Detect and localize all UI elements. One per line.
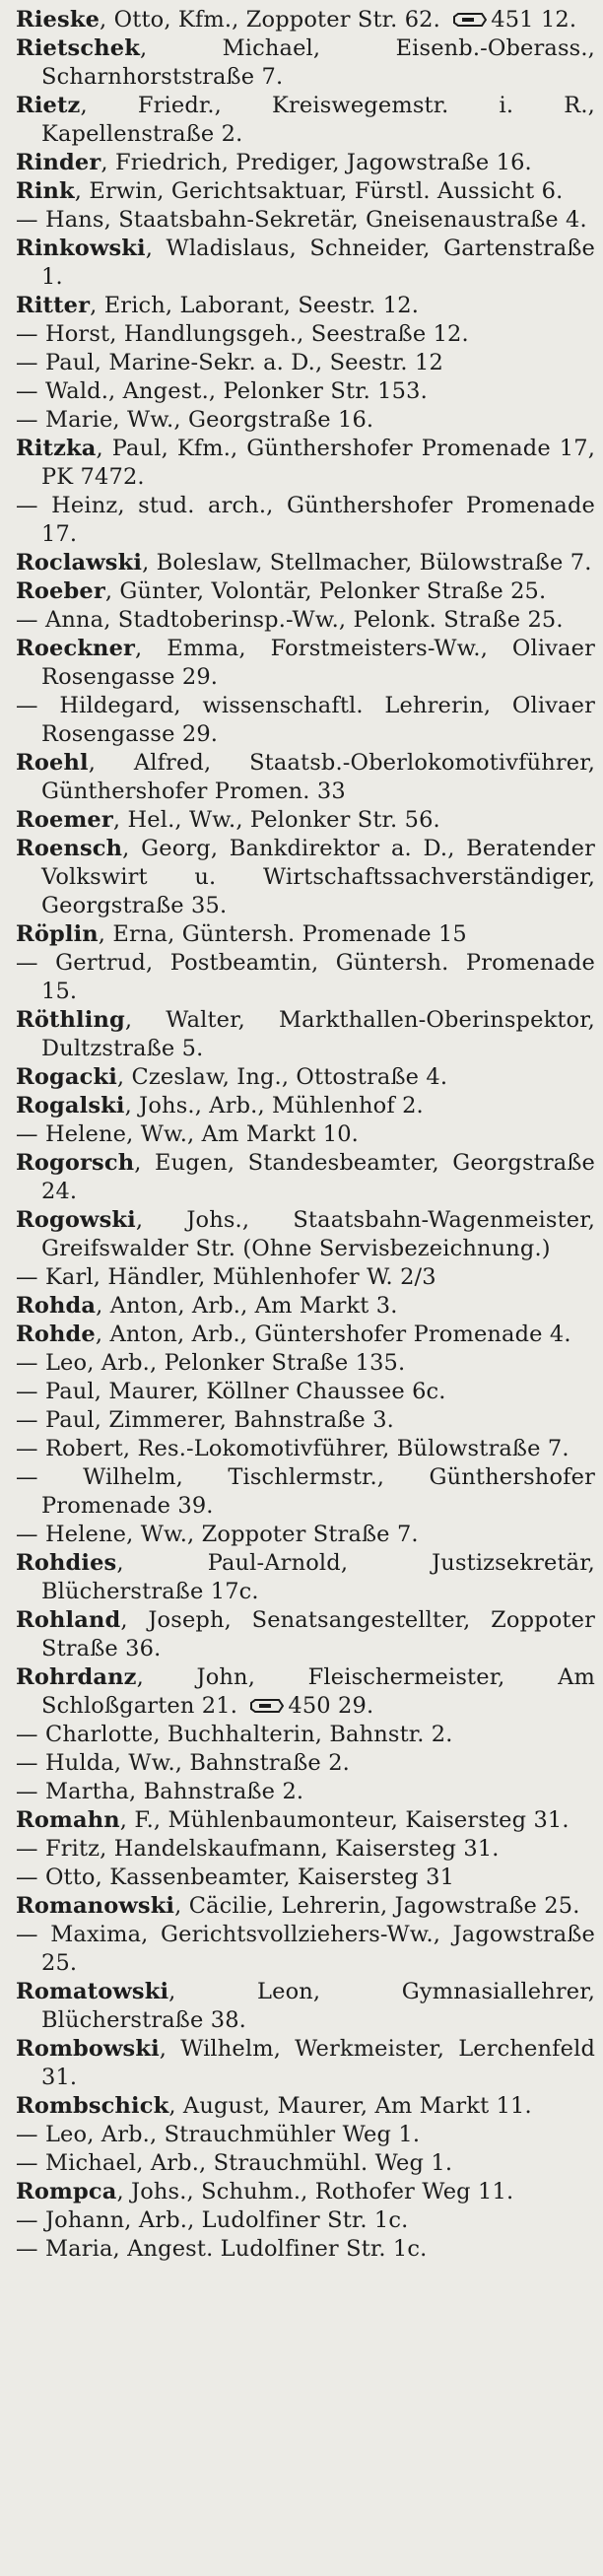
entry-surname: Rietschek — [16, 35, 140, 61]
entry-details: — Horst, Handlungsgeh., Seestraße 12. — [16, 321, 469, 347]
entry-details: — Helene, Ww., Zoppoter Straße 7. — [16, 1522, 419, 1547]
entry-surname: Roemer — [16, 807, 113, 833]
directory-entry — [16, 1378, 595, 1406]
entry-details: — Paul, Maurer, Köllner Chaussee 6c. — [16, 1379, 446, 1404]
directory-entry — [16, 1206, 595, 1263]
entry-details: — Hulda, Ww., Bahnstraße 2. — [16, 1750, 350, 1776]
entry-surname: Romahn — [16, 1807, 120, 1833]
directory-entry — [16, 320, 595, 349]
directory-entry — [16, 2092, 595, 2121]
entry-surname: Rohland — [16, 1607, 121, 1633]
directory-entry — [16, 292, 595, 320]
entry-details: , Wladislaus, Schneider, Gartenstraße 1. — [41, 236, 595, 290]
directory-entry — [16, 692, 595, 749]
entry-surname: Ritter — [16, 293, 91, 318]
entry-details: — Otto, Kassenbeamter, Kaisersteg 31 — [16, 1864, 455, 1890]
entry-details: , Johs., Schuhm., Rothofer Weg 11. — [116, 2179, 514, 2204]
directory-entry — [16, 1321, 595, 1349]
directory-entry — [16, 34, 595, 92]
entry-details: , Wilhelm, Werkmeister, Lerchenfeld 31. — [41, 2036, 595, 2090]
directory-entry — [16, 749, 595, 806]
directory-entry — [16, 1092, 595, 1120]
entry-surname: Ritzka — [16, 436, 97, 461]
directory-entry — [16, 92, 595, 149]
directory-entry — [16, 1606, 595, 1663]
directory-entry — [16, 1521, 595, 1549]
entry-details: , Czeslaw, Ing., Ottostraße 4. — [116, 1064, 448, 1090]
directory-entry — [16, 1892, 595, 1921]
directory-entry — [16, 349, 595, 377]
entry-details: , Joseph, Senatsangestellter, Zoppoter Straße 36. — [41, 1607, 595, 1661]
directory-entry — [16, 1549, 595, 1606]
entry-details: — Leo, Arb., Strauchmühler Weg 1. — [16, 2122, 421, 2147]
entry-surname: Romanowski — [16, 1893, 175, 1919]
entry-surname: Roeckner — [16, 636, 136, 661]
directory-entry — [16, 1120, 595, 1149]
directory-entry — [16, 149, 595, 177]
directory-entry — [16, 2235, 595, 2264]
directory-entry — [16, 1435, 595, 1463]
entry-details: — Wilhelm, Tischlermstr., Günthershofer Promenade 39. — [16, 1464, 595, 1519]
directory-entry — [16, 549, 595, 577]
entry-details: — Wald., Angest., Pelonker Str. 153. — [16, 378, 428, 404]
telephone-icon — [453, 7, 487, 33]
entry-surname: Roensch — [16, 836, 123, 861]
entry-surname: Rogacki — [16, 1064, 117, 1090]
directory-entry — [16, 492, 595, 549]
directory-entry — [16, 377, 595, 406]
directory-entry — [16, 6, 595, 34]
entry-surname: Rohdies — [16, 1550, 117, 1576]
entry-surname: Röplin — [16, 921, 99, 947]
directory-entry — [16, 406, 595, 435]
entry-surname: Rohde — [16, 1322, 96, 1347]
directory-entry — [16, 235, 595, 292]
entry-details: , Erna, Güntersh. Promenade 15 — [98, 921, 467, 947]
entry-details: , Günter, Volontär, Pelonker Straße 25. — [104, 578, 547, 604]
directory-entry — [16, 1921, 595, 1978]
directory-entry — [16, 1806, 595, 1835]
entry-details: — Hildegard, wissenschaftl. Lehrerin, Olivaer Rosengasse 29. — [16, 693, 595, 747]
entry-details: — Michael, Arb., Strauchmühl. Weg 1. — [16, 2150, 453, 2176]
entry-details: , Friedrich, Prediger, Jagowstraße 16. — [100, 150, 532, 175]
entry-details: , Cäcilie, Lehrerin, Jagowstraße 25. — [174, 1893, 580, 1919]
entry-details: , Alfred, Staatsb.-Oberlokomotivführer, Günthershofer Promen. 33 — [41, 750, 595, 804]
directory-entry — [16, 1749, 595, 1778]
entry-details: , Georg, Bankdirektor a. D., Beratender Volkswirt u. Wirtschaftssachverständiger, Georgstraße 35. — [41, 836, 595, 918]
entry-surname: Roclawski — [16, 550, 143, 576]
entry-details: — Helene, Ww., Am Markt 10. — [16, 1121, 359, 1147]
entry-details: , F., Mühlenbaumonteur, Kaisersteg 31. — [119, 1807, 570, 1833]
directory-entry — [16, 1263, 595, 1292]
directory-entry — [16, 1463, 595, 1521]
entry-details: , Leon, Gymnasiallehrer, Blücherstraße 38. — [41, 1979, 595, 2033]
entry-surname: Rogalski — [16, 1093, 125, 1119]
entry-details: — Maria, Angest. Ludolfiner Str. 1c. — [16, 2236, 428, 2262]
directory-entry — [16, 2149, 595, 2178]
entry-details: — Maxima, Gerichtsvollziehers-Ww., Jagowstraße 25. — [16, 1922, 595, 1976]
entry-details: — Marie, Ww., Georgstraße 16. — [16, 407, 374, 433]
entry-details: , Paul-Arnold, Justizsekretär, Blücherstraße 17c. — [41, 1550, 595, 1604]
entry-details: , Anton, Arb., Güntershofer Promenade 4. — [95, 1322, 571, 1347]
entry-details: , John, Fleischermeister, Am Schloßgarten 21. — [41, 1664, 595, 1719]
directory-entry — [16, 435, 595, 492]
entry-details: — Fritz, Handelskaufmann, Kaisersteg 31. — [16, 1836, 500, 1862]
directory-entry — [16, 606, 595, 635]
directory-entry — [16, 2035, 595, 2092]
entry-details: — Robert, Res.-Lokomotivführer, Bülowstraße 7. — [16, 1436, 570, 1461]
entry-surname: Röthling — [16, 1007, 125, 1033]
entry-surname: Rohrdanz — [16, 1664, 137, 1690]
entry-details: , Emma, Forstmeisters-Ww., Olivaer Rosengasse 29. — [41, 636, 595, 690]
directory-entry — [16, 1063, 595, 1092]
entry-surname: Rompca — [16, 2179, 117, 2204]
entry-surname: Roehl — [16, 750, 89, 776]
entry-surname: Rink — [16, 178, 75, 204]
entry-details: , Eugen, Standesbeamter, Georgstraße 24. — [41, 1150, 595, 1204]
entry-surname: Rombschick — [16, 2093, 169, 2119]
entry-surname: Romatowski — [16, 1979, 169, 2004]
entry-details: — Paul, Marine-Sekr. a. D., Seestr. 12 — [16, 350, 443, 375]
entry-details: , Boleslaw, Stellmacher, Bülowstraße 7. — [142, 550, 592, 576]
entry-details: , August, Maurer, Am Markt 11. — [168, 2093, 532, 2119]
directory-entry — [16, 949, 595, 1006]
directory-entry — [16, 577, 595, 606]
entry-details: — Leo, Arb., Pelonker Straße 135. — [16, 1350, 406, 1376]
directory-entry — [16, 1406, 595, 1435]
entry-details: — Paul, Zimmerer, Bahnstraße 3. — [16, 1407, 394, 1433]
entry-details: , Erwin, Gerichtsaktuar, Fürstl. Aussicht 6. — [74, 178, 564, 204]
entry-surname: Rombowski — [16, 2036, 160, 2062]
entry-details: — Gertrud, Postbeamtin, Güntersh. Promenade 15. — [16, 950, 595, 1004]
entry-surname: Rietz — [16, 93, 81, 118]
entry-surname: Rohda — [16, 1293, 97, 1319]
directory-entry — [16, 2121, 595, 2149]
entry-details: , Anton, Arb., Am Markt 3. — [96, 1293, 398, 1319]
entry-details: , Friedr., Kreiswegemstr. i. R., Kapellenstraße 2. — [41, 93, 595, 147]
entry-details: — Karl, Händler, Mühlenhofer W. 2/3 — [16, 1264, 436, 1290]
entry-surname: Rinder — [16, 150, 101, 175]
entry-details: — Anna, Stadtoberinsp.-Ww., Pelonk. Straße 25. — [16, 607, 564, 633]
directory-entry — [16, 806, 595, 835]
entry-details: — Johann, Arb., Ludolfiner Str. 1c. — [16, 2207, 409, 2233]
entry-details: , Hel., Ww., Pelonker Str. 56. — [112, 807, 440, 833]
directory-entry — [16, 1149, 595, 1206]
directory-entry — [16, 1978, 595, 2035]
directory-entry — [16, 920, 595, 949]
directory-entry — [16, 1006, 595, 1063]
directory-entry — [16, 2178, 595, 2206]
directory-entry — [16, 1663, 595, 1721]
entry-surname: Rieske — [16, 7, 100, 33]
directory-entry — [16, 1349, 595, 1378]
entry-surname: Roeber — [16, 578, 105, 604]
entry-details: , Johs., Staatsbahn-Wagenmeister, Greifswalder Str. (Ohne Servisbezeichnung.) — [41, 1207, 595, 1261]
entry-phone: 451 12. — [491, 7, 577, 33]
directory-entry — [16, 1292, 595, 1321]
entry-details: , Paul, Kfm., Günthershofer Promenade 17, PK 7472. — [41, 436, 595, 490]
directory-entry — [16, 1835, 595, 1864]
directory-entry — [16, 1864, 595, 1892]
entry-details: , Erich, Laborant, Seestr. 12. — [90, 293, 420, 318]
directory-entry — [16, 835, 595, 920]
directory-entry — [16, 206, 595, 235]
directory-entry — [16, 177, 595, 206]
entry-details: , Otto, Kfm., Zoppoter Str. 62. — [100, 7, 440, 33]
directory-entry — [16, 1721, 595, 1749]
entry-details: , Johs., Arb., Mühlenhof 2. — [124, 1093, 424, 1119]
entry-details: , Walter, Markthallen-Oberinspektor, Dultzstraße 5. — [41, 1007, 595, 1061]
entry-details: — Charlotte, Buchhalterin, Bahnstr. 2. — [16, 1722, 453, 1747]
entry-details: , Michael, Eisenb.-Oberass., Scharnhorststraße 7. — [41, 35, 595, 90]
entry-surname: Rogowski — [16, 1207, 136, 1233]
entry-details: — Martha, Bahnstraße 2. — [16, 1779, 304, 1804]
entry-details: — Hans, Staatsbahn-Sekretär, Gneisenaustraße 4. — [16, 207, 587, 233]
directory-entry — [16, 1778, 595, 1806]
directory-entry — [16, 2206, 595, 2235]
telephone-icon — [250, 1693, 284, 1719]
entry-surname: Rinkowski — [16, 236, 146, 261]
entry-details: — Heinz, stud. arch., Günthershofer Promenade 17. — [16, 493, 595, 547]
entry-phone: 450 29. — [288, 1693, 374, 1719]
entry-surname: Rogorsch — [16, 1150, 135, 1176]
directory-entry — [16, 635, 595, 692]
